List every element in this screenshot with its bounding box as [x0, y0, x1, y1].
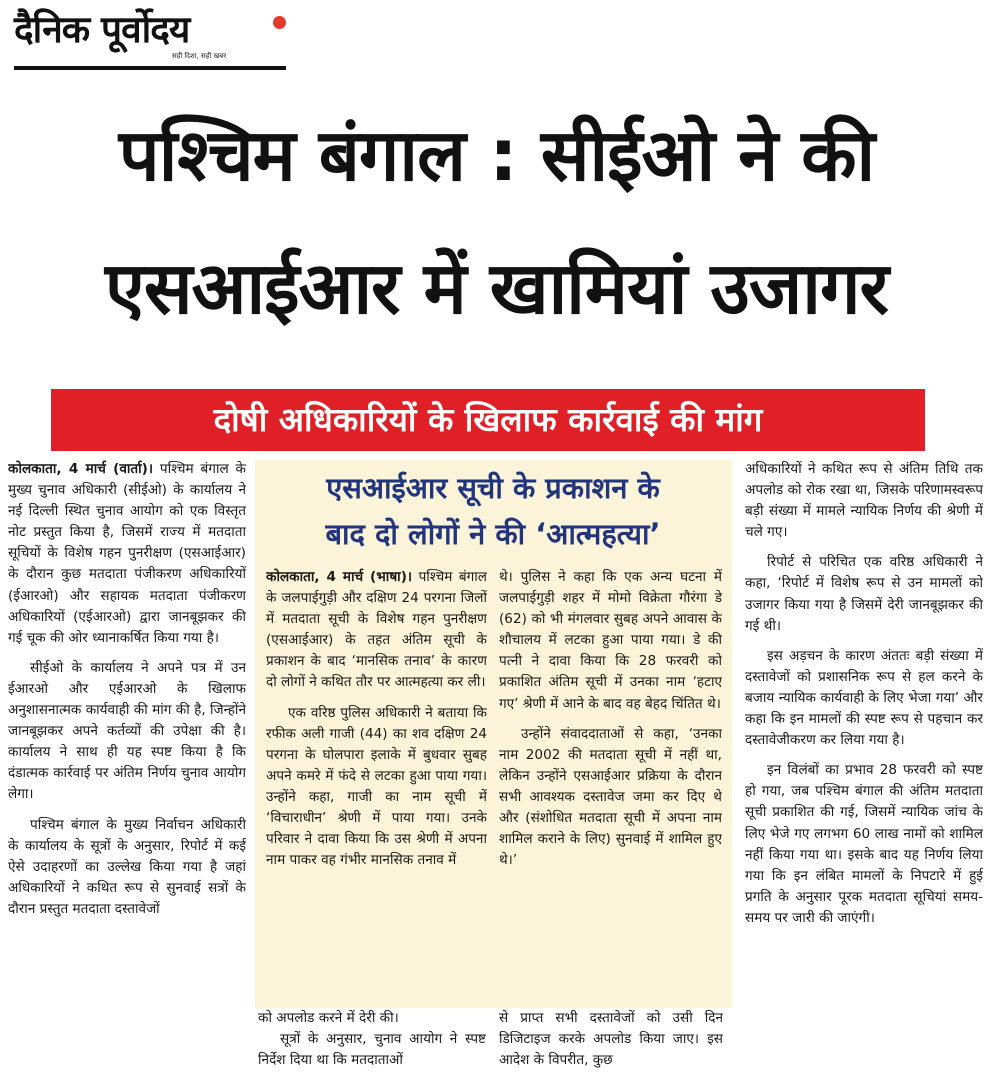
box-headline-line-1: एसआईआर सूची के प्रकाशन के	[326, 471, 660, 505]
box-headline-line-2: बाद दो लोगों ने की ‘आत्महत्या’	[325, 517, 661, 551]
masthead-logo	[14, 8, 286, 72]
headline-line-2: एसआईआर में खामियां उजागर	[105, 246, 888, 330]
box-article-dateline: कोलकाता, 4 मार्च (भाषा)।	[266, 569, 413, 585]
article-right-para-1: अधिकारियों ने कथित रूप से अंतिम तिथि तक अपलोड को रोक रखा था, जिसके परिणामस्वरूप बड़ी संख्या में मामले न्यायिक निर्णय की श्रेणी में चले गए।	[745, 461, 983, 541]
article-right-column	[745, 459, 983, 1071]
box-article-column-2	[499, 567, 722, 1007]
masthead-name: दैनिक पूर्वोदय	[14, 8, 190, 51]
below-box-column-1	[258, 1008, 486, 1075]
article-right-para-3: इस अड़चन के कारण अंततः बड़ी संख्या में दस्तावेजों को प्रशासनिक रूप से हल करने के बजाय न्यायिक कार्यवाही के लिए भेजा गया’ और कहा कि इन मामलों की स्पष्ट रूप से पहचान कर दस्तावेजीकरण कर लिया गया है।	[745, 647, 983, 749]
box-col2-para-1: थे। पुलिस ने कहा कि एक अन्य घटना में जलपाईगुड़ी शहर में मोमो विक्रेता गौरंगा डे (62) को भी मंगलवार सुबह अपने आवास के शौचालय में लटका हुआ पाया गया। डे की पत्नी ने दावा किया कि 28 फरवरी को प्रकाशित अंतिम सूची में उनका नाम ‘हटाए गए’ श्रेणी में आने के बाद वह बेहद चिंतित थे।	[499, 569, 722, 712]
box-col1-para-2: एक वरिष्ठ पुलिस अधिकारी ने बताया कि रफीक अली गाजी (44) का शव दक्षिण 24 परगना के घोलपारा इलाके में बुधवार सुबह अपने कमरे में फंदे से लटका हुआ पाया गया। उन्होंने कहा, गाजी का नाम सूची में ‘विचाराधीन’ श्रेणी में पाया गया। उनके परिवार ने दावा किया कि उस श्रेणी में अपना नाम पाकर वह गंभीर मानसिक तनाव में	[266, 704, 487, 869]
below-box-col2-para-1: से प्राप्त सभी दस्तावेजों को उसी दिन डिजिटाइज करके अपलोड किया जाए। इस आदेश के विपरीत, कुछ	[499, 1010, 723, 1069]
article-right-para-4: इन विलंबों का प्रभाव 28 फरवरी को स्पष्ट हो गया, जब पश्चिम बंगाल की अंतिम मतदाता सूची प्रकाशित की गई, जिसमें न्यायिक जांच के लिए भेजे गए लगभग 60 लाख नामों को शामिल नहीं किया गया था। इसके बाद यह निर्णय लिया गया कि इन लंबित मामलों के निपटारे में हुई प्रगति के अनुसार पूरक मतदाता सूचियां समय-समय पर जारी की जाएंगी।	[745, 762, 983, 926]
masthead-underline	[14, 66, 286, 70]
below-box-col1-para-1: को अपलोड करने में देरी की।	[258, 1010, 399, 1026]
article-left-dateline: कोलकाता, 4 मार्च (वार्ता)।	[8, 461, 154, 477]
logo-accent-dot	[273, 16, 286, 29]
box-article-column-1	[266, 567, 487, 1007]
masthead-tagline: सही दिशा, सही खबर	[172, 52, 227, 60]
article-left-para-3: पश्चिम बंगाल के मुख्य निर्वाचन अधिकारी के कार्यालय के सूत्रों के अनुसार, रिपोर्ट में कई ऐसे उदाहरणों का उल्लेख किया गया है जहां अधिकारियों ने कथित रूप से सुनवाई सत्रों के दौरान प्रस्तुत मतदाता दस्तावेजों	[8, 816, 246, 917]
below-box-col1-para-2: सूत्रों के अनुसार, चुनाव आयोग ने स्पष्ट निर्देश दिया था कि मतदाताओं	[258, 1031, 486, 1069]
article-left-para-2: सीईओ के कार्यालय ने अपने पत्र में उन ईआरओ और एईआरओ के खिलाफ अनुशासनात्मक कार्यवाही की मांग की है, जिन्होंने जानबूझकर अपने कर्तव्यों की उपेक्षा की है। कार्यालय ने साथ ही यह स्पष्ट किया है कि दंडात्मक कार्रवाई पर अंतिम निर्णय चुनाव आयोग लेगा।	[8, 659, 246, 803]
box-col2-para-2: उन्होंने संवाददाताओं से कहा, ‘उनका नाम 2002 की मतदाता सूची में नहीं था, लेकिन उन्होंने एसआईआर प्रक्रिया के दौरान सभी आवश्यक दस्तावेज जमा कर दिए थे और (संशोधित मतदाता सूची में अपना नाम शामिल कराने के लिए) सुनवाई में शामिल हुए थे।’	[499, 725, 722, 869]
article-left-para-1: कोलकाता, 4 मार्च (वार्ता)। पश्चिम बंगाल के मुख्य चुनाव अधिकारी (सीईओ) के कार्यालय ने नई दिल्ली स्थित चुनाव आयोग को एक विस्तृत नोट प्रस्तुत किया है, जिसमें राज्य में मतदाता सूचियों के विशेष गहन पुनरीक्षण (एसआईआर) के दौरान कुछ मतदाता पंजीकरण अधिकारियों (ईआरओ) और सहायक मतदाता पंजीकरण अधिकारियों (एईआरओ) द्वारा जानबूझकर की गई चूक की ओर ध्यानाकर्षित किया गया है।	[8, 461, 246, 646]
below-box-column-2	[499, 1008, 723, 1075]
headline-line-1: पश्चिम बंगाल : सीईओ ने की	[118, 113, 875, 197]
subheadline-bar: दोषी अधिकारियों के खिलाफ कार्रवाई की मांग	[51, 389, 925, 451]
article-left-column	[8, 459, 246, 1071]
box-col1-para-1: कोलकाता, 4 मार्च (भाषा)। पश्चिम बंगाल के जलपाईगुड़ी और दक्षिण 24 परगना जिलों में मतदाता सूची के विशेष गहन पुनरीक्षण (एसआईआर) के तहत अंतिम सूची के प्रकाशन के बाद ‘मानसिक तनाव’ के कारण दो लोगों ने कथित तौर पर आत्महत्या कर ली।	[266, 569, 487, 691]
article-right-para-2: रिपोर्ट से परिचित एक वरिष्ठ अधिकारी ने कहा, ‘रिपोर्ट में विशेष रूप से उन मामलों को उजागर किया गया है जिसमें देरी जानबूझकर की गई थी।	[745, 554, 983, 634]
